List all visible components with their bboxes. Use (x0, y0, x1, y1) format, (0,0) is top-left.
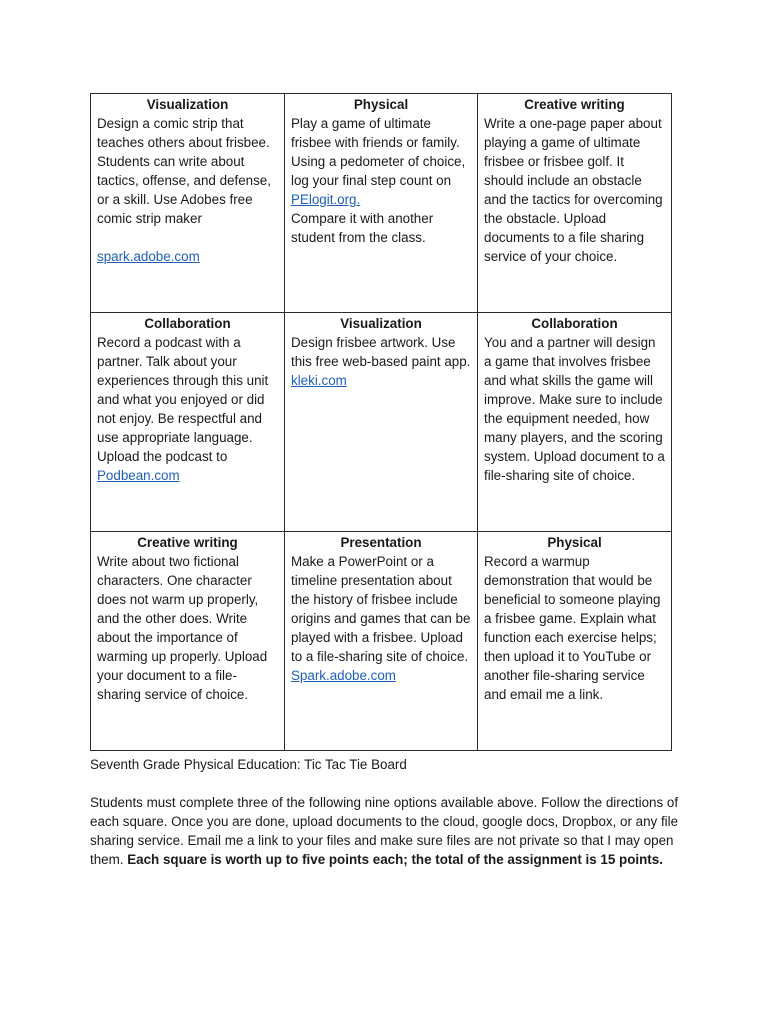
cell-title: Creative writing (524, 97, 625, 112)
board-cell (91, 94, 285, 313)
board-cell (285, 313, 478, 532)
instructions-text: Students must complete three of the following nine options available above. Follow the directions of each square. Once you are done, upload documents to the cloud, google docs, Dropbox, or any file sharing service. Email me a link to your files and make sure files are not private so that I may open them. (90, 795, 679, 867)
spark-adobe-link[interactable]: Spark.adobe.com (291, 668, 396, 683)
board-row (91, 94, 672, 313)
board-cell (285, 532, 478, 751)
board-cell (478, 532, 672, 751)
board-row (91, 313, 672, 532)
cell-text: Design a comic strip that teaches others about frisbee. Students can write about tactics, offense, and defense, or a skill. Use Adobes free comic strip maker (97, 116, 271, 226)
cell-text-after: Compare it with another student from the class. (291, 211, 434, 245)
spark-adobe-link[interactable]: spark.adobe.com (97, 249, 200, 264)
cell-body: Write a one-page paper about playing a game of ultimate frisbee or frisbee golf. It should include an obstacle and the tactics for overcoming the obstacle. Upload documents to a file sharing service of your choice. (484, 116, 663, 264)
cell-body (97, 333, 278, 485)
cell-title: Physical (547, 535, 602, 550)
cell-text: Play a game of ultimate frisbee with friends or family. Using a pedometer of choice, log your final step count on (291, 116, 466, 188)
board-cell (478, 94, 672, 313)
cell-title: Visualization (340, 316, 422, 331)
points-note: Each square is worth up to five points each; the total of the assignment is 15 points. (127, 852, 663, 867)
podbean-link[interactable]: Podbean.com (97, 468, 180, 483)
cell-title: Physical (353, 97, 409, 112)
cell-body: You and a partner will design a game that involves frisbee and what skills the game will improve. Make sure to include the equipment needed, how many players, and the scoring system. Upload document to a file-sharing site of choice. (484, 335, 665, 483)
board-row (91, 532, 672, 751)
instructions-paragraph (90, 793, 680, 869)
board-cell (91, 532, 285, 751)
cell-body (291, 333, 471, 390)
cell-body: Record a warmup demonstration that would be beneficial to someone playing a frisbee game. Explain what function each exercise helps; then upload it to YouTube or another file-sharing service and email me a link. (484, 554, 661, 702)
cell-title: Collaboration (531, 316, 618, 331)
board-caption: Seventh Grade Physical Education: Tic Tac Tie Board (90, 757, 407, 772)
cell-title: Creative writing (137, 535, 238, 550)
cell-title: Collaboration (144, 316, 231, 331)
cell-body (97, 114, 278, 266)
blank-line (97, 228, 278, 247)
cell-title: Visualization (146, 97, 229, 112)
kleki-link[interactable]: kleki.com (291, 373, 347, 388)
cell-text: Make a PowerPoint or a timeline presentation about the history of frisbee include origins and games that can be played with a frisbee. Upload to a file-sharing site of choice. (291, 554, 471, 664)
cell-body (291, 114, 471, 247)
cell-body (291, 552, 471, 685)
cell-text: Record a podcast with a partner. Talk about your experiences through this unit and what you enjoyed or did not enjoy. Be respectful and use appropriate language. Upload the podcast to (97, 335, 269, 464)
tic-tac-tie-board (90, 93, 672, 751)
cell-text: Design frisbee artwork. Use this free web-based paint app. (291, 335, 471, 369)
cell-body: Write about two fictional characters. One character does not warm up properly, and the other does. Write about the importance of warming up properly. Upload your document to a file-sharing service of choice. (97, 554, 268, 702)
board-cell (285, 94, 478, 313)
board-cell (91, 313, 285, 532)
cell-title: Presentation (340, 535, 422, 550)
pelogit-link[interactable]: PElogit.org. (291, 192, 361, 207)
board-cell (478, 313, 672, 532)
